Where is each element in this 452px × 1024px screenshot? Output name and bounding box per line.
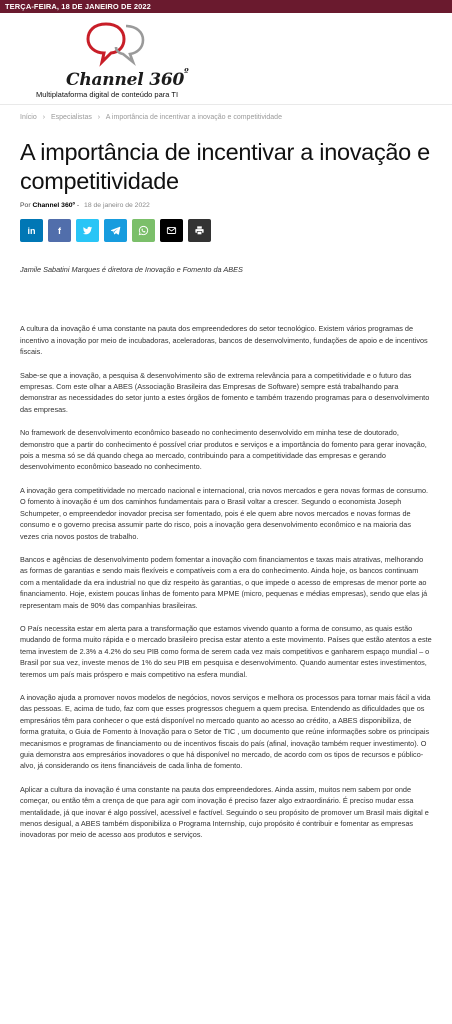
printer-icon (194, 225, 205, 236)
author-link[interactable]: Channel 360º (32, 202, 75, 209)
article-paragraph: No framework de desenvolvimento econômico baseado no conhecimento desenvolvido em minha tese de doutorado, demonstro que a partir do conhecimento é possível criar produtos e serviços e a importância do fomento para gerar inovação, pois a mesma só se dá quando chega ao mercado, contribuindo para a competitividade das empresas e gerando desenvolvimento econômico baseado no conhecimento. (20, 428, 427, 472)
twitter-icon (82, 225, 93, 236)
site-logo[interactable] (30, 18, 220, 102)
by-label: Por (20, 202, 31, 209)
current-date: TERÇA-FEIRA, 18 DE JANEIRO DE 2022 (5, 2, 151, 11)
whatsapp-icon (138, 225, 149, 236)
linkedin-icon: in (27, 225, 36, 236)
brand-text: Channel 360 (66, 70, 185, 90)
article-title: A importância de incentivar a inovação e competitividade (20, 139, 430, 194)
article-paragraph: A inovação ajuda a promover novos modelos de negócios, novos serviços e melhora os processos para tornar mais fácil a vida das pessoas. E, acima de tudo, faz com que esses progressos cheguem a quem precisa. Entendendo as dificuldades que os empresários têm para conhecer o que está disponível no mercado quanto ao acesso ao crédito, a ABES disponibiliza, de forma gratuita, o Guia de Fomento à Inovação para o Setor de TIC , um documento que reúne informações sobre os principais mecanismos e programas de financiamento ou de incentivos fiscais do país (afinal, inovação também requer investimento). O guia demonstra aos empresários inovadores o que há disponível no mercado, de acordo com os tipos de recursos e público-alvo, já considerando os itens financiáveis de cada linha de fomento. (20, 692, 431, 771)
article-paragraph: Sabe-se que a inovação, a pesquisa & desenvolvimento são de extrema relevância para a competitividade e o futuro das empresas. Com este olhar a ABES (Associação Brasileira das Empresas de Software) sempre está trabalhando para demonstrar as necessidades do setor junto a estes órgãos de fomento e também trazendo programas para o desenvolvimento das empresas. (20, 370, 430, 414)
email-share-button[interactable] (160, 219, 183, 242)
facebook-icon: f (58, 225, 61, 236)
breadcrumb-category[interactable]: Especialistas (50, 114, 92, 121)
chevron-right-icon: › (42, 114, 46, 121)
top-date-bar (0, 0, 452, 13)
article-paragraph: A inovação gera competitividade no mercado nacional e internacional, cria novos mercados e gera novas formas de consumo. O fomento à inovação é um dos caminhos fundamentais para o Brasil voltar a crescer. Segundo o economista Joseph Schumpeter, o empreendedor inovador precisa ser fomentado, pois é ele quem abre novos mercados e novas formas de consumo e o governo precisa assumir parte do risco, pois a inovação gera desenvolvimento econômico e na maioria das vezes cria novos postos de trabalho. (20, 485, 429, 541)
share-bar (20, 219, 211, 242)
article-paragraph: O País necessita estar em alerta para a transformação que estamos vivendo quanto a forma de consumo, as quais estão mudando de forma muito rápida e o mercado brasileiro precisa estar atento a este movimento. Países que estão atentos a este tema investem de 2.3% a 4.2% do seu PIB como forma de serem cada vez mais competitivos e ganharem espaço mundial – o Brasil por sua vez, investe menos de 1% do seu PIB em pesquisa e desenvolvimento. Quando aumentar estes investimentos, teremos um país mais próspero e mais competitivo na esfera mundial. (20, 623, 432, 679)
article-body (20, 264, 432, 853)
whatsapp-share-button[interactable] (132, 219, 155, 242)
print-button[interactable] (188, 219, 211, 242)
brand-superscript: º (184, 68, 189, 78)
brand-name (66, 70, 188, 90)
linkedin-share-button[interactable] (20, 219, 43, 242)
meta-separator: - (76, 202, 82, 209)
brand-tagline: Multiplataforma digital de conteúdo para TI (36, 90, 179, 99)
publish-date: 18 de janeiro de 2022 (84, 202, 150, 209)
telegram-share-button[interactable] (104, 219, 127, 242)
article-paragraph: Aplicar a cultura da inovação é uma constante na pauta dos empreendedores. Ainda assim, muitos nem sabem por onde começar, ou então têm a crença de que para agir com inovação é preciso fazer algo extraordinário. É preciso mudar essa mentalidade, já que inovar é algo possível, acessível e factível. Seguindo o seu propósito de promover um Brasil mais digital e menos desigual, a ABES também disponibiliza o Programa Internship, cujo propósito é contribuir e fomentar as empresas inovadoras por meio de acesso aos produtos e serviços. (20, 784, 429, 840)
facebook-share-button[interactable] (48, 219, 71, 242)
author-intro: Jamile Sabatini Marques é diretora de Inovação e Fomento da ABES (20, 265, 243, 274)
article-paragraph: A cultura da inovação é uma constante na pauta dos empreendedores do setor tecnológico. Existem vários programas de incentivo a inovação por meio de incubadoras, aceleradoras, bancos de desenvolvimento, fundações de apoio e de incentivos fiscais. (20, 324, 428, 357)
envelope-icon (166, 225, 177, 236)
breadcrumb (20, 114, 282, 121)
chat-bubbles-icon (86, 20, 146, 70)
chevron-right-icon: › (97, 114, 101, 121)
article-paragraph: Bancos e agências de desenvolvimento podem fomentar a inovação com financiamentos e taxas mais atrativas, melhorando as formas de garantias e sendo mais flexíveis e compatíveis com a era do conhecimento. Ainda hoje, os bancos continuam com a mentalidade da era industrial no que diz respeito às garantias, o que impede o acesso de empresas de menor porte ao financiamento. Hoje, existem poucas linhas de fomento para MPME (micro, pequenas e médias empresas), sendo que elas já representam mais de 90% das companhias brasileiras. (20, 554, 428, 610)
twitter-share-button[interactable] (76, 219, 99, 242)
breadcrumb-home[interactable]: Início (20, 114, 37, 121)
telegram-icon (110, 225, 121, 236)
header-divider (0, 104, 452, 105)
article-meta (20, 202, 150, 209)
breadcrumb-current: A importância de incentivar a inovação e competitividade (105, 114, 282, 121)
